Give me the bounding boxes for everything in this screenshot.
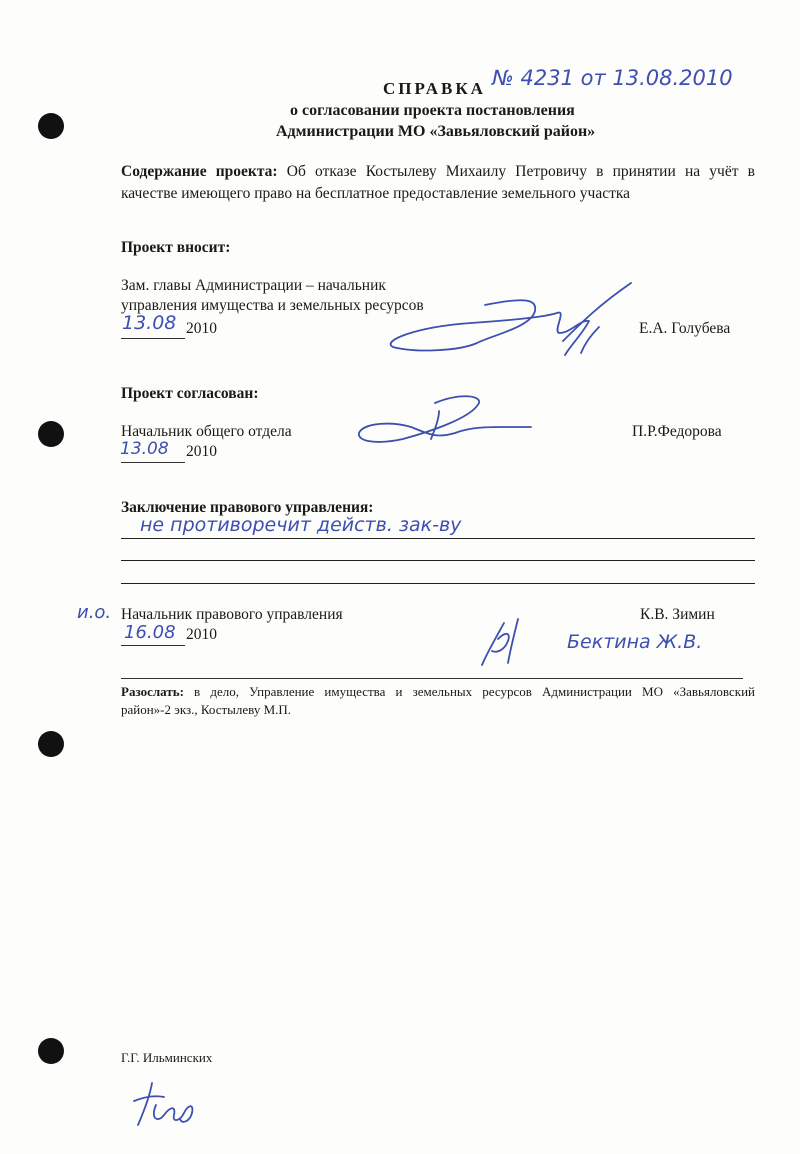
content-text-line2: качестве имеющего право на бесплатное предоставление земельного участка (121, 185, 631, 202)
distribution-text-line2: район»-2 экз., Костылеву М.П. (121, 702, 292, 717)
submitter-name: Е.А. Голубева (639, 320, 731, 337)
submitter-year: 2010 (186, 320, 217, 337)
legal-date-underline (121, 645, 185, 646)
submitter-heading: Проект вносит: (121, 239, 231, 256)
distribution-text-line1: в дело, Управление имущества и земельных ресурсов Администрации МО «Завьяловский (194, 684, 755, 699)
legal-position: Начальник правового управления (121, 606, 343, 623)
distribution-separator (121, 678, 743, 679)
legal-date-handwritten: 16.08 (124, 622, 176, 643)
approval-signature (355, 393, 535, 453)
content-label: Содержание проекта: (121, 163, 278, 180)
approval-heading: Проект согласован: (121, 385, 259, 402)
submitter-position-line1: Зам. главы Администрации – начальник (121, 277, 386, 294)
legal-conclusion-handwritten: не противоречит действ. зак-ву (140, 514, 462, 536)
approval-year: 2010 (186, 443, 217, 460)
footer-initials-signature (130, 1075, 200, 1130)
punch-hole-2 (38, 421, 64, 447)
submitter-date-handwritten: 13.08 (122, 312, 177, 334)
punch-hole-3 (38, 731, 64, 757)
conclusion-line-3 (121, 583, 755, 584)
submitter-position-line2: управления имущества и земельных ресурсов (121, 297, 424, 314)
submitter-date-underline (121, 338, 185, 339)
subtitle-line1: о согласовании проекта постановления (290, 102, 575, 119)
approval-position: Начальник общего отдела (121, 423, 292, 440)
legal-signature (478, 615, 548, 670)
acting-name-handwritten: Бектина Ж.В. (567, 631, 703, 653)
approval-date-underline (121, 462, 185, 463)
legal-heading: Заключение правового управления: (121, 499, 374, 516)
conclusion-line-1 (121, 538, 755, 539)
acting-prefix-handwritten: и.о. (77, 602, 112, 623)
handwritten-doc-number: № 4231 от 13.08.2010 (492, 66, 733, 90)
document-title: СПРАВКА (383, 79, 486, 98)
project-content (121, 161, 755, 205)
legal-name: К.В. Зимин (640, 606, 715, 623)
punch-hole-1 (38, 113, 64, 139)
approval-name: П.Р.Федорова (632, 423, 722, 440)
legal-year: 2010 (186, 626, 217, 643)
distribution-block (121, 683, 755, 719)
conclusion-line-2 (121, 560, 755, 561)
executor-name: Г.Г. Ильминских (121, 1050, 213, 1065)
approval-date-handwritten: 13.08 (120, 439, 169, 459)
content-text-line1: Об отказе Костылеву Михаилу Петровичу в принятии на учёт в (286, 163, 755, 180)
submitter-signature (385, 283, 635, 363)
subtitle-line2: Администрации МО «Завьяловский район» (276, 123, 596, 140)
distribution-label: Разослать: (121, 684, 184, 699)
punch-hole-4 (38, 1038, 64, 1064)
